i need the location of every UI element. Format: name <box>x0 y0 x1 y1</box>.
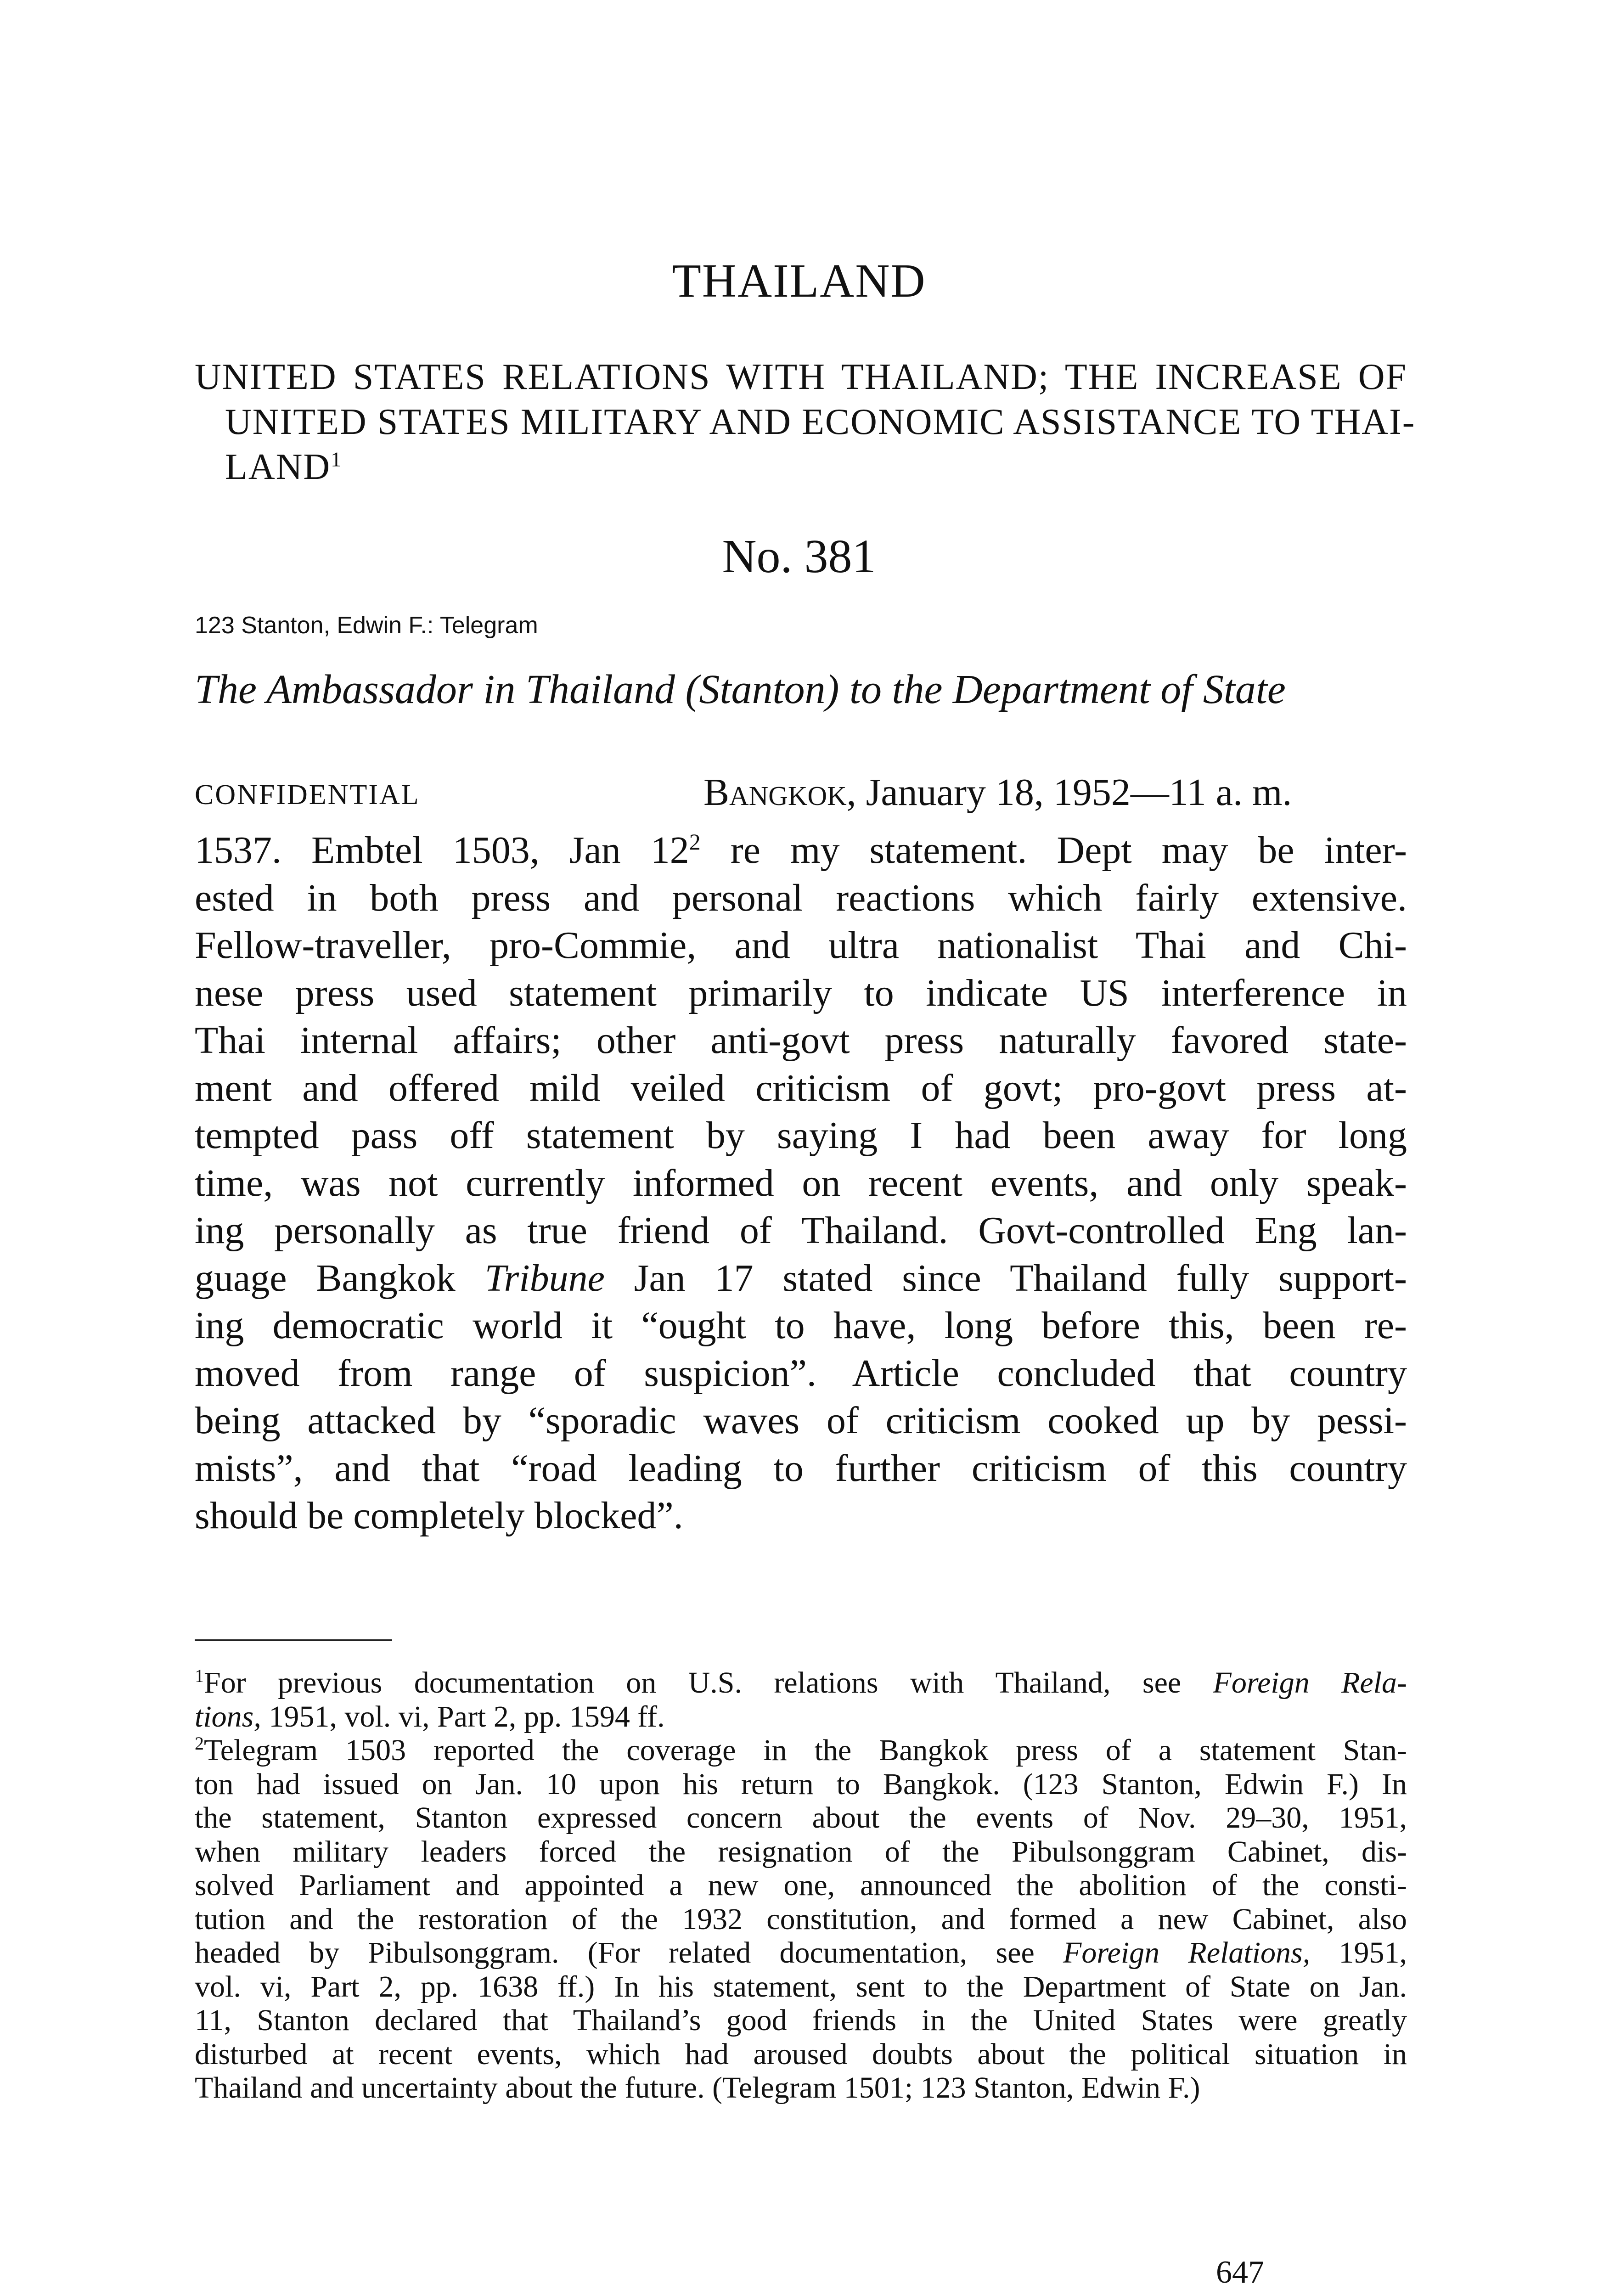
footnote-text: 1951, vol. vi, Part 2, pp. 1594 ff. <box>261 1699 665 1733</box>
body-line: ing democratic world it “ought to have, long before this, been re- <box>195 1304 1407 1347</box>
index-note: 123 Stanton, Edwin F.: Telegram <box>195 612 538 639</box>
footnote-rule <box>195 1639 392 1641</box>
body-text: re my statement. Dept may be inter- <box>700 829 1407 872</box>
page-number: 647 <box>1216 2255 1264 2290</box>
footnote-text: headed by Pibulsonggram. (For related documentation, see <box>195 1936 1063 1970</box>
footnote-line <box>195 1666 1407 1700</box>
body-line: Thai internal affairs; other anti-govt press naturally favored state- <box>195 1019 1407 1062</box>
footnote-text: Telegram 1503 reported the coverage in the Bangkok press of a statement Stan- <box>204 1733 1407 1767</box>
citation-title: tions, <box>195 1699 261 1733</box>
footnote-line: solved Parliament and appointed a new one, announced the abolition of the consti- <box>195 1868 1407 1902</box>
citation-title: Foreign Rela- <box>1213 1666 1407 1699</box>
dateline-place: Bangkok, <box>703 771 856 814</box>
body-line <box>195 827 1407 874</box>
footnote-line: 11, Stanton declared that Thailand’s good friends in the United States were greatly <box>195 2003 1407 2037</box>
body-text: Jan 17 stated since Thailand fully support- <box>604 1256 1407 1300</box>
document-number: No. 381 <box>722 530 876 583</box>
footnote-line <box>195 1700 1407 1734</box>
body-line: ing personally as true friend of Thailand. Govt-controlled Eng lan- <box>195 1209 1407 1252</box>
footnote-line: vol. vi, Part 2, pp. 1638 ff.) In his statement, sent to the Department of State on Jan. <box>195 1970 1407 2003</box>
footnote-marker: 2 <box>195 1733 204 1754</box>
footnote-line: when military leaders forced the resignation of the Pibulsonggram Cabinet, dis- <box>195 1835 1407 1868</box>
footnote-text: 1951, <box>1310 1936 1407 1970</box>
body-line: ested in both press and personal reactions which fairly extensive. <box>195 876 1407 919</box>
heading-text: LAND <box>225 447 331 487</box>
body-line <box>195 1255 1407 1302</box>
footnote-line <box>195 1733 1407 1767</box>
body-text: guage Bangkok <box>195 1256 485 1300</box>
dateline-date: January 18, 1952—11 a. m. <box>866 771 1292 814</box>
body-line: mists”, and that “road leading to further criticism of this country <box>195 1446 1407 1490</box>
classification-label: CONFIDENTIAL <box>195 779 420 810</box>
footnotes <box>195 1666 1407 2105</box>
dateline <box>703 773 1292 812</box>
document-heading: The Ambassador in Thailand (Stanton) to the Department of State <box>195 667 1286 712</box>
footnote-ref[interactable]: 2 <box>689 829 701 855</box>
body-line: moved from range of suspicion”. Article concluded that country <box>195 1351 1407 1395</box>
section-title: THAILAND <box>672 254 926 307</box>
body-line: nese press used statement primarily to indicate US interference in <box>195 971 1407 1014</box>
footnote-line: disturbed at recent events, which had aroused doubts about the political situation in <box>195 2037 1407 2071</box>
footnote-line: the statement, Stanton expressed concern about the events of Nov. 29–30, 1951, <box>195 1801 1407 1835</box>
body-line: tempted pass off statement by saying I had been away for long <box>195 1114 1407 1157</box>
footnote-ref[interactable]: 1 <box>331 447 343 471</box>
body-line: ment and offered mild veiled criticism of govt; pro-govt press at- <box>195 1066 1407 1109</box>
body-line: being attacked by “sporadic waves of criticism cooked up by pessi- <box>195 1399 1407 1442</box>
heading-line: UNITED STATES RELATIONS WITH THAILAND; THE INCREASE OF <box>195 357 1407 397</box>
body-line: Fellow-traveller, pro-Commie, and ultra nationalist Thai and Chi- <box>195 924 1407 967</box>
body-line: time, was not currently informed on recent events, and only speak- <box>195 1161 1407 1204</box>
body-text: 1537. Embtel 1503, Jan 12 <box>195 829 689 872</box>
telegram-body <box>195 827 1407 1540</box>
footnote-line <box>195 1936 1407 1970</box>
citation-title: Foreign Relations, <box>1063 1936 1311 1970</box>
footnote-line: ton had issued on Jan. 10 upon his return to Bangkok. (123 Stanton, Edwin F.) In <box>195 1767 1407 1801</box>
footnote-text: For previous documentation on U.S. relations with Thailand, see <box>204 1666 1213 1699</box>
newspaper-title: Tribune <box>484 1256 605 1300</box>
chapter-heading <box>195 355 1416 490</box>
footnote-line: Thailand and uncertainty about the future. (Telegram 1501; 123 Stanton, Edwin F.) <box>195 2071 1200 2105</box>
heading-line-last <box>195 445 1407 490</box>
body-line: should be completely blocked”. <box>195 1494 683 1537</box>
heading-line: UNITED STATES MILITARY AND ECONOMIC ASSISTANCE TO THAI- <box>225 402 1416 442</box>
footnote-line: tution and the restoration of the 1932 constitution, and formed a new Cabinet, also <box>195 1902 1407 1936</box>
footnote-marker: 1 <box>195 1666 204 1686</box>
